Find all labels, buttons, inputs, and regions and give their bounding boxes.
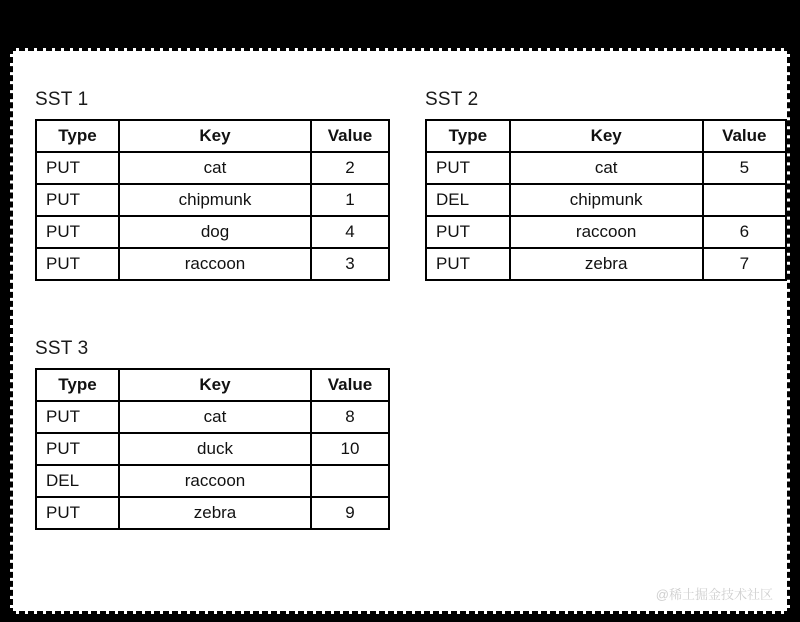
cell-key: chipmunk	[510, 184, 703, 216]
cell-type: PUT	[36, 216, 119, 248]
cell-type: PUT	[36, 433, 119, 465]
sst-table-3	[35, 368, 390, 530]
cell-type: PUT	[426, 216, 510, 248]
column-header-value: Value	[311, 369, 389, 401]
diagram-board	[10, 48, 790, 614]
cell-value: 3	[311, 248, 389, 280]
cell-value: 10	[311, 433, 389, 465]
sst-title-3: SST 3	[35, 338, 89, 359]
column-header-value: Value	[311, 120, 389, 152]
column-header-type: Type	[426, 120, 510, 152]
cell-type: PUT	[36, 497, 119, 529]
watermark: @稀土掘金技术社区	[655, 587, 773, 602]
table-row	[426, 248, 786, 280]
cell-key: raccoon	[119, 248, 311, 280]
sst-block-3	[35, 338, 390, 530]
table-row	[36, 184, 389, 216]
cell-type: DEL	[36, 465, 119, 497]
column-header-key: Key	[510, 120, 703, 152]
table-header-row	[426, 120, 786, 152]
sst-block-2	[425, 89, 787, 281]
cell-type: PUT	[36, 401, 119, 433]
column-header-value: Value	[703, 120, 786, 152]
sst-block-1	[35, 89, 390, 281]
cell-value	[311, 465, 389, 497]
table-row	[36, 152, 389, 184]
column-header-key: Key	[119, 120, 311, 152]
cell-value: 5	[703, 152, 786, 184]
table-row	[426, 152, 786, 184]
cell-key: cat	[510, 152, 703, 184]
cell-key: chipmunk	[119, 184, 311, 216]
table-row	[426, 216, 786, 248]
table-row	[36, 433, 389, 465]
sst-title-2: SST 2	[425, 89, 479, 110]
table-row	[36, 248, 389, 280]
cell-type: PUT	[426, 152, 510, 184]
table-header-row	[36, 120, 389, 152]
cell-key: raccoon	[119, 465, 311, 497]
cell-key: duck	[119, 433, 311, 465]
sst-table-2	[425, 119, 787, 281]
column-header-key: Key	[119, 369, 311, 401]
cell-key: zebra	[119, 497, 311, 529]
cell-key: cat	[119, 152, 311, 184]
cell-value: 8	[311, 401, 389, 433]
column-header-type: Type	[36, 120, 119, 152]
cell-value: 9	[311, 497, 389, 529]
sst-table-1	[35, 119, 390, 281]
table-row	[36, 465, 389, 497]
table-header-row	[36, 369, 389, 401]
table-row	[426, 184, 786, 216]
cell-key: cat	[119, 401, 311, 433]
cell-key: dog	[119, 216, 311, 248]
cell-type: DEL	[426, 184, 510, 216]
cell-value	[703, 184, 786, 216]
cell-value: 1	[311, 184, 389, 216]
cell-value: 2	[311, 152, 389, 184]
cell-type: PUT	[36, 152, 119, 184]
cell-key: raccoon	[510, 216, 703, 248]
cell-type: PUT	[36, 248, 119, 280]
cell-value: 4	[311, 216, 389, 248]
cell-value: 7	[703, 248, 786, 280]
cell-type: PUT	[426, 248, 510, 280]
table-row	[36, 401, 389, 433]
table-row	[36, 497, 389, 529]
column-header-type: Type	[36, 369, 119, 401]
cell-type: PUT	[36, 184, 119, 216]
table-row	[36, 216, 389, 248]
cell-value: 6	[703, 216, 786, 248]
cell-key: zebra	[510, 248, 703, 280]
sst-title-1: SST 1	[35, 89, 89, 110]
